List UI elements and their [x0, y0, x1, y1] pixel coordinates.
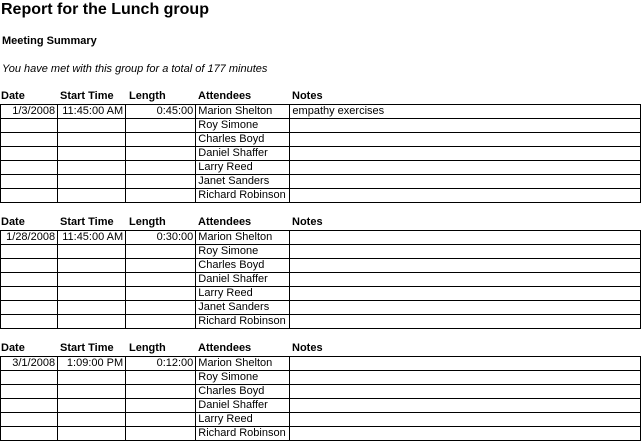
length-cell — [126, 175, 196, 189]
attendee-cell: Marion Shelton — [196, 105, 290, 119]
length-cell — [126, 119, 196, 133]
notes-cell — [290, 385, 641, 399]
start-time-cell — [58, 189, 126, 203]
column-header-date: Date — [1, 342, 25, 354]
attendee-cell: Richard Robinson — [196, 189, 290, 203]
report-title: Report for the Lunch group — [1, 1, 209, 18]
start-time-cell — [58, 175, 126, 189]
table-row — [1, 287, 641, 301]
length-cell — [126, 301, 196, 315]
notes-cell — [290, 231, 641, 245]
column-header-length: Length — [129, 342, 166, 354]
attendee-cell: Richard Robinson — [196, 315, 290, 329]
attendee-cell: Roy Simone — [196, 119, 290, 133]
notes-cell — [290, 357, 641, 371]
length-cell: 0:45:00 — [126, 105, 196, 119]
date-cell — [1, 273, 58, 287]
length-cell — [126, 245, 196, 259]
column-header-notes: Notes — [292, 342, 323, 354]
date-cell — [1, 287, 58, 301]
attendee-cell: Charles Boyd — [196, 385, 290, 399]
date-cell — [1, 427, 58, 441]
notes-cell — [290, 245, 641, 259]
notes-cell — [290, 161, 641, 175]
attendee-cell: Roy Simone — [196, 371, 290, 385]
meeting-table — [0, 104, 641, 203]
attendee-cell: Richard Robinson — [196, 427, 290, 441]
start-time-cell — [58, 147, 126, 161]
table-row — [1, 427, 641, 441]
notes-cell: empathy exercises — [290, 105, 641, 119]
length-cell — [126, 399, 196, 413]
date-cell — [1, 245, 58, 259]
notes-cell — [290, 175, 641, 189]
report-summary: You have met with this group for a total of 177 minutes — [2, 63, 268, 75]
table-row — [1, 357, 641, 371]
table-row — [1, 273, 641, 287]
table-row — [1, 133, 641, 147]
date-cell — [1, 399, 58, 413]
column-header-date: Date — [1, 216, 25, 228]
table-row — [1, 161, 641, 175]
length-cell — [126, 287, 196, 301]
table-row — [1, 413, 641, 427]
start-time-cell — [58, 119, 126, 133]
date-cell — [1, 413, 58, 427]
meeting-block — [0, 90, 641, 203]
table-row — [1, 399, 641, 413]
table-row — [1, 231, 641, 245]
notes-cell — [290, 259, 641, 273]
attendee-cell: Daniel Shaffer — [196, 273, 290, 287]
meeting-block — [0, 216, 641, 329]
start-time-cell: 11:45:00 AM — [58, 105, 126, 119]
column-header-attendees: Attendees — [198, 216, 252, 228]
start-time-cell — [58, 287, 126, 301]
start-time-cell — [58, 245, 126, 259]
attendee-cell: Marion Shelton — [196, 357, 290, 371]
length-cell — [126, 315, 196, 329]
notes-cell — [290, 287, 641, 301]
table-row — [1, 371, 641, 385]
length-cell — [126, 385, 196, 399]
length-cell — [126, 189, 196, 203]
date-cell — [1, 133, 58, 147]
attendee-cell: Larry Reed — [196, 413, 290, 427]
table-row — [1, 385, 641, 399]
date-cell — [1, 175, 58, 189]
date-cell — [1, 119, 58, 133]
table-row — [1, 105, 641, 119]
notes-cell — [290, 189, 641, 203]
start-time-cell — [58, 301, 126, 315]
start-time-cell: 11:45:00 AM — [58, 231, 126, 245]
meeting-header-row — [0, 90, 641, 104]
attendee-cell: Charles Boyd — [196, 259, 290, 273]
column-header-attendees: Attendees — [198, 90, 252, 102]
start-time-cell — [58, 273, 126, 287]
notes-cell — [290, 133, 641, 147]
notes-cell — [290, 273, 641, 287]
table-row — [1, 315, 641, 329]
column-header-notes: Notes — [292, 90, 323, 102]
length-cell — [126, 133, 196, 147]
attendee-cell: Daniel Shaffer — [196, 147, 290, 161]
column-header-start-time: Start Time — [60, 342, 114, 354]
date-cell — [1, 371, 58, 385]
start-time-cell: 1:09:00 PM — [58, 357, 126, 371]
start-time-cell — [58, 161, 126, 175]
start-time-cell — [58, 315, 126, 329]
date-cell: 1/28/2008 — [1, 231, 58, 245]
date-cell — [1, 161, 58, 175]
column-header-notes: Notes — [292, 216, 323, 228]
attendee-cell: Charles Boyd — [196, 133, 290, 147]
start-time-cell — [58, 399, 126, 413]
start-time-cell — [58, 133, 126, 147]
date-cell: 1/3/2008 — [1, 105, 58, 119]
start-time-cell — [58, 385, 126, 399]
length-cell — [126, 427, 196, 441]
report-subtitle: Meeting Summary — [2, 35, 97, 47]
notes-cell — [290, 399, 641, 413]
table-row — [1, 301, 641, 315]
length-cell — [126, 413, 196, 427]
date-cell — [1, 147, 58, 161]
start-time-cell — [58, 413, 126, 427]
column-header-length: Length — [129, 90, 166, 102]
attendee-cell: Roy Simone — [196, 245, 290, 259]
notes-cell — [290, 427, 641, 441]
length-cell — [126, 161, 196, 175]
length-cell: 0:30:00 — [126, 231, 196, 245]
column-header-length: Length — [129, 216, 166, 228]
attendee-cell: Janet Sanders — [196, 175, 290, 189]
start-time-cell — [58, 371, 126, 385]
length-cell: 0:12:00 — [126, 357, 196, 371]
table-row — [1, 119, 641, 133]
date-cell — [1, 385, 58, 399]
meeting-table — [0, 356, 641, 441]
notes-cell — [290, 371, 641, 385]
notes-cell — [290, 119, 641, 133]
attendee-cell: Marion Shelton — [196, 231, 290, 245]
meeting-table — [0, 230, 641, 329]
date-cell — [1, 189, 58, 203]
column-header-start-time: Start Time — [60, 90, 114, 102]
start-time-cell — [58, 259, 126, 273]
meeting-header-row — [0, 342, 641, 356]
notes-cell — [290, 315, 641, 329]
meeting-header-row — [0, 216, 641, 230]
notes-cell — [290, 413, 641, 427]
table-row — [1, 175, 641, 189]
length-cell — [126, 259, 196, 273]
attendee-cell: Daniel Shaffer — [196, 399, 290, 413]
length-cell — [126, 147, 196, 161]
date-cell — [1, 259, 58, 273]
attendee-cell: Larry Reed — [196, 287, 290, 301]
length-cell — [126, 273, 196, 287]
column-header-date: Date — [1, 90, 25, 102]
notes-cell — [290, 147, 641, 161]
table-row — [1, 259, 641, 273]
column-header-start-time: Start Time — [60, 216, 114, 228]
date-cell — [1, 301, 58, 315]
notes-cell — [290, 301, 641, 315]
date-cell — [1, 315, 58, 329]
table-row — [1, 147, 641, 161]
date-cell: 3/1/2008 — [1, 357, 58, 371]
attendee-cell: Janet Sanders — [196, 301, 290, 315]
table-row — [1, 245, 641, 259]
table-row — [1, 189, 641, 203]
meeting-block — [0, 342, 641, 441]
length-cell — [126, 371, 196, 385]
column-header-attendees: Attendees — [198, 342, 252, 354]
attendee-cell: Larry Reed — [196, 161, 290, 175]
start-time-cell — [58, 427, 126, 441]
